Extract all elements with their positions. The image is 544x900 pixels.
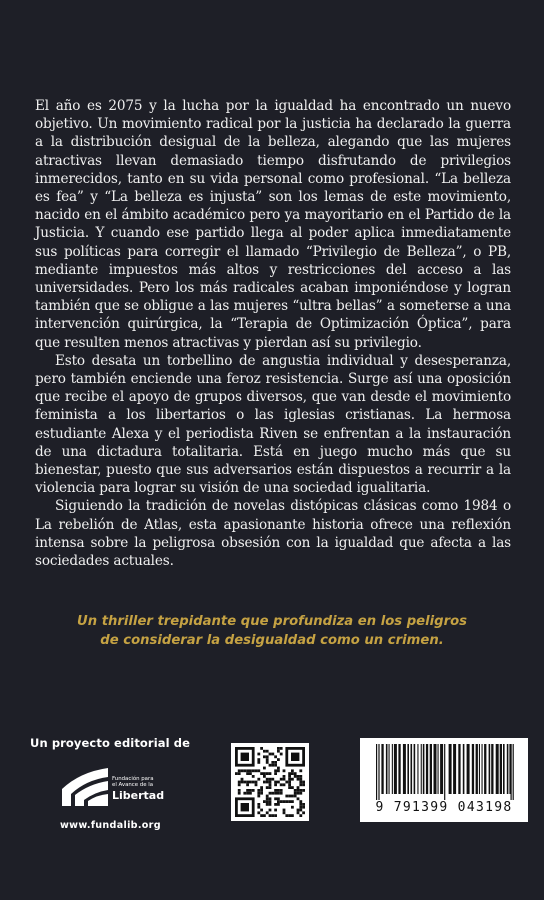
tagline-line-1: Un thriller trepidante que profundiza en los peligros <box>77 614 467 629</box>
logo-small-line-1: Fundación para <box>112 776 154 782</box>
foundation-logo-icon <box>58 762 110 812</box>
editorial-block <box>30 736 194 831</box>
foundation-logo <box>30 762 194 814</box>
back-cover-blurb <box>35 97 511 570</box>
qr-code[interactable] <box>231 743 309 821</box>
editorial-heading: Un proyecto editorial de <box>30 736 190 750</box>
website-link[interactable]: www.fundalib.org <box>60 820 161 831</box>
isbn-barcode <box>360 738 528 822</box>
barcode-icon <box>374 744 514 800</box>
tagline-line-2: de considerar la desigualdad como un crimen. <box>100 633 444 648</box>
logo-name: Libertad <box>112 788 165 802</box>
foundation-logo-text <box>112 776 164 802</box>
blurb-paragraph-3: Siguiendo la tradición de novelas distópicas clásicas como 1984 o La rebelión de Atlas, esta apasionante historia ofrece una reflexión intensa sobre la peligrosa obsesión con la igualdad que afecta a las sociedades actuales. <box>35 498 511 570</box>
blurb-paragraph-1: El año es 2075 y la lucha por la igualdad ha encontrado un nuevo objetivo. Un movimiento radical por la justicia ha declarado la guerra a la distribución desigual de la belleza, alegando que las mujeres atractivas llevan demasiado tiempo disfrutando de privilegios inmerecidos, tanto en su vida personal como profesional. “La belleza es fea” y “La belleza es injusta” son los lemas de este movimiento, nacido en el ámbito académico pero ya mayoritario en el Partido de la Justicia. Y cuando ese partido llega al poder aplica inmediatamente sus políticas para corregir el llamado “Privilegio de Belleza”, o PB, mediante impuestos más altos y restricciones del acceso a las universidades. Pero los más radicales acaban imponiéndose y logran también que se obligue a las mujeres “ultra bellas” a someterse a una intervención quirúrgica, la “Terapia de Optimización Óptica”, para que resulten menos atractivas y pierdan así su privilegio. <box>35 98 511 351</box>
isbn-digits: 9 791399 043198 <box>375 800 513 815</box>
qr-code-icon <box>231 743 309 821</box>
blurb-paragraph-2: Esto desata un torbellino de angustia individual y desesperanza, pero también enciende una feroz resistencia. Surge así una oposición que recibe el apoyo de grupos diversos, que van desde el movimiento feminista a los libertarios o las iglesias cristianas. La hermosa estudiante Alexa y el periodista Riven se enfrentan a la instauración de una dictadura totalitaria. Está en juego mucho más que su bienestar, puesto que sus adversarios están dispuestos a recurrir a la violencia para lograr su visión de una sociedad igualitaria. <box>35 352 511 497</box>
logo-small-line-2: el Avance de la <box>112 782 154 789</box>
tagline <box>60 612 484 650</box>
